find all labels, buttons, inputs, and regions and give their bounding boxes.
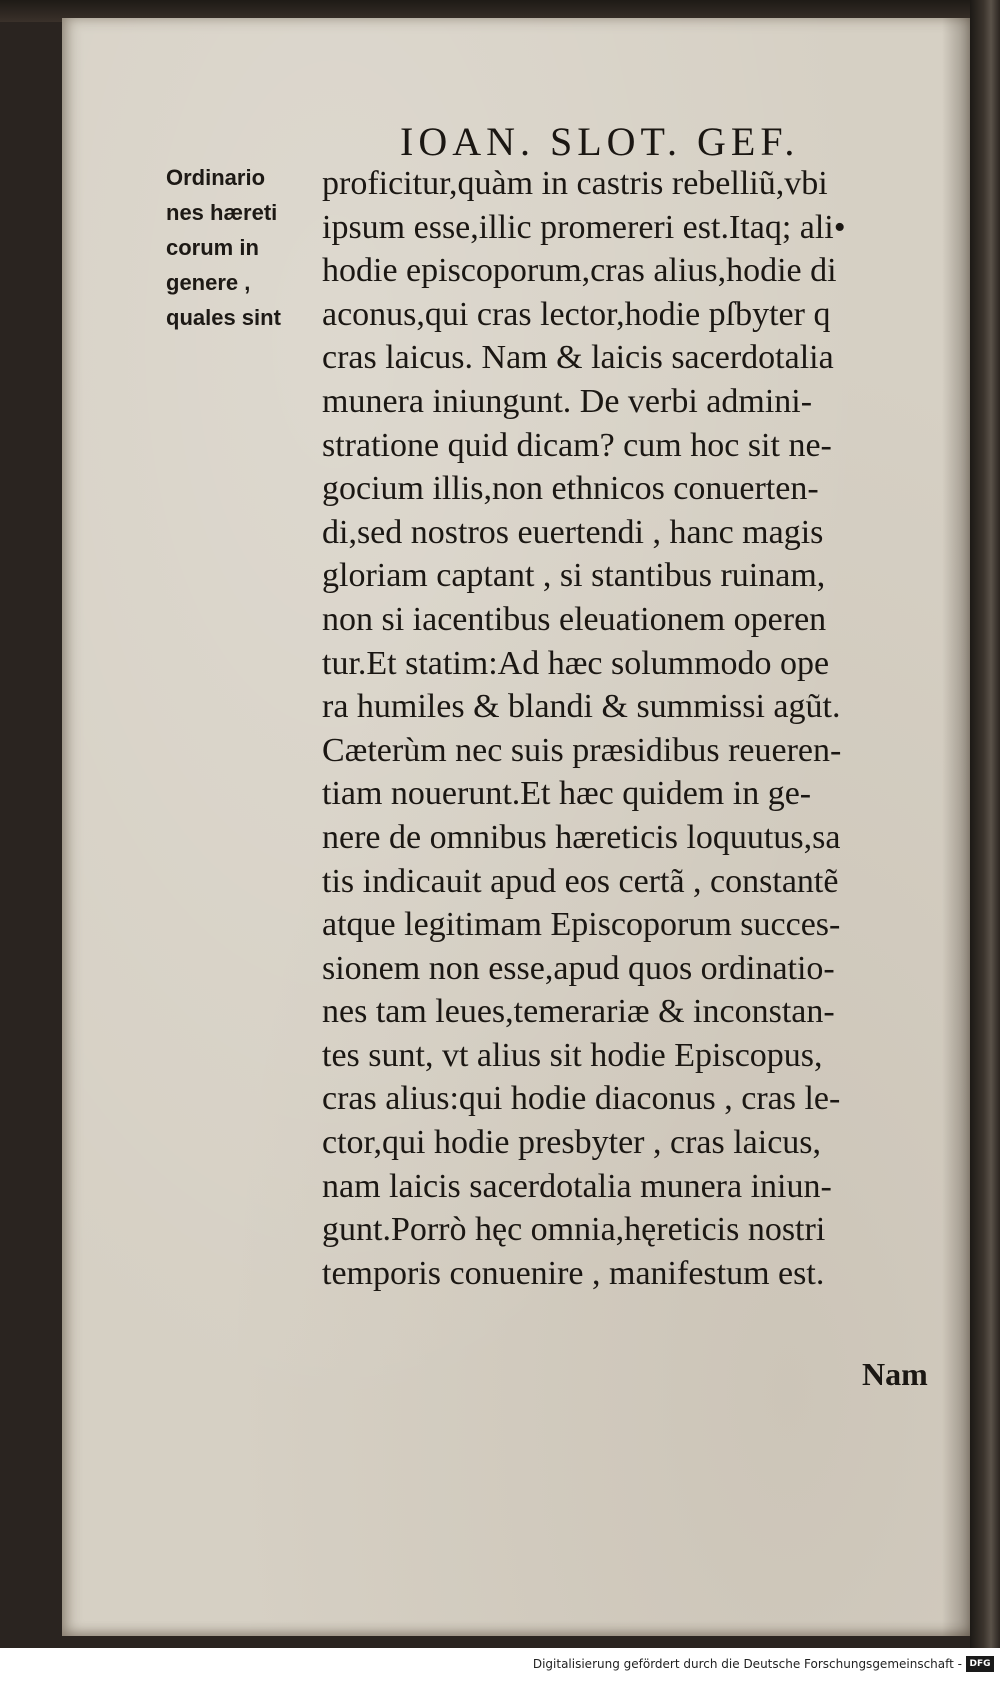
text-line: gocium illis,non ethnicos conuerten- bbox=[322, 470, 819, 508]
text-line: cras alius:qui hodie diaconus , cras le- bbox=[322, 1080, 841, 1118]
marginal-note-line: genere , bbox=[166, 270, 251, 295]
text-line: munera iniungunt. De verbi admini- bbox=[322, 382, 813, 420]
text-line: ipsum esse,illic promereri est.Itaq; ali• bbox=[322, 208, 846, 246]
text-line: proficitur,quàm in castris rebelliũ,vbi bbox=[322, 165, 828, 202]
text-line: ctor,qui hodie presbyter , cras laicus, bbox=[322, 1124, 822, 1162]
text-line: hodie episcoporum,cras alius,hodie di bbox=[322, 252, 837, 290]
text-line: nam laicis sacerdotalia munera iniun- bbox=[322, 1167, 832, 1205]
text-line: nes tam leues,temerariæ & inconstan- bbox=[322, 993, 835, 1031]
marginal-note-line: quales sint bbox=[166, 305, 281, 330]
funding-credit: Digitalisierung gefördert durch die Deutsche Forschungsgemeinschaft - bbox=[532, 1657, 962, 1671]
text-line: tur.Et statim:Ad hæc solummodo ope bbox=[322, 644, 830, 682]
dfg-logo-icon: DFG bbox=[966, 1656, 994, 1672]
text-line: ra humiles & blandi & summissi agũt. bbox=[322, 688, 841, 726]
marginal-note-line: corum in bbox=[166, 235, 259, 260]
body-text bbox=[322, 162, 962, 1295]
text-line: non si iacentibus eleuationem operen bbox=[322, 600, 827, 638]
text-line: sionem non esse,apud quos ordinatio- bbox=[322, 949, 835, 987]
text-line: gloriam captant , si stantibus ruinam, bbox=[322, 557, 826, 595]
book-spine-edge bbox=[970, 0, 1000, 1648]
text-line: tes sunt, vt alius sit hodie Episcopus, bbox=[322, 1036, 823, 1074]
running-head: IOAN. SLOT. GEF. bbox=[400, 119, 800, 164]
text-line: atque legitimam Episcoporum succes- bbox=[322, 906, 841, 944]
text-line: Cæterùm nec suis præsidibus reueren- bbox=[322, 731, 842, 769]
marginal-note bbox=[166, 160, 316, 335]
text-line: di,sed nostros euertendi , hanc magis bbox=[322, 513, 824, 551]
catchword: Nam bbox=[862, 1356, 928, 1392]
text-line: tiam nouerunt.Et hæc quidem in ge- bbox=[322, 775, 812, 813]
text-line: cras laicus. Nam & laicis sacerdotalia bbox=[322, 339, 834, 377]
text-line: nere de omnibus hæreticis loquutus,sa bbox=[322, 818, 841, 856]
text-line: temporis conuenire , manifestum est. bbox=[322, 1254, 825, 1292]
marginal-note-line: Ordinario bbox=[166, 165, 266, 190]
marginal-note-line: nes hæreti bbox=[166, 200, 278, 225]
text-line: gunt.Porrò hęc omnia,hęreticis nostri bbox=[322, 1211, 826, 1249]
text-line: tis indicauit apud eos certã , constantẽ bbox=[322, 862, 839, 900]
text-line: stratione quid dicam? cum hoc sit ne- bbox=[322, 426, 832, 464]
footer-bar bbox=[0, 1648, 1000, 1683]
text-line: aconus,qui cras lector,hodie pſbyter q bbox=[322, 295, 831, 333]
